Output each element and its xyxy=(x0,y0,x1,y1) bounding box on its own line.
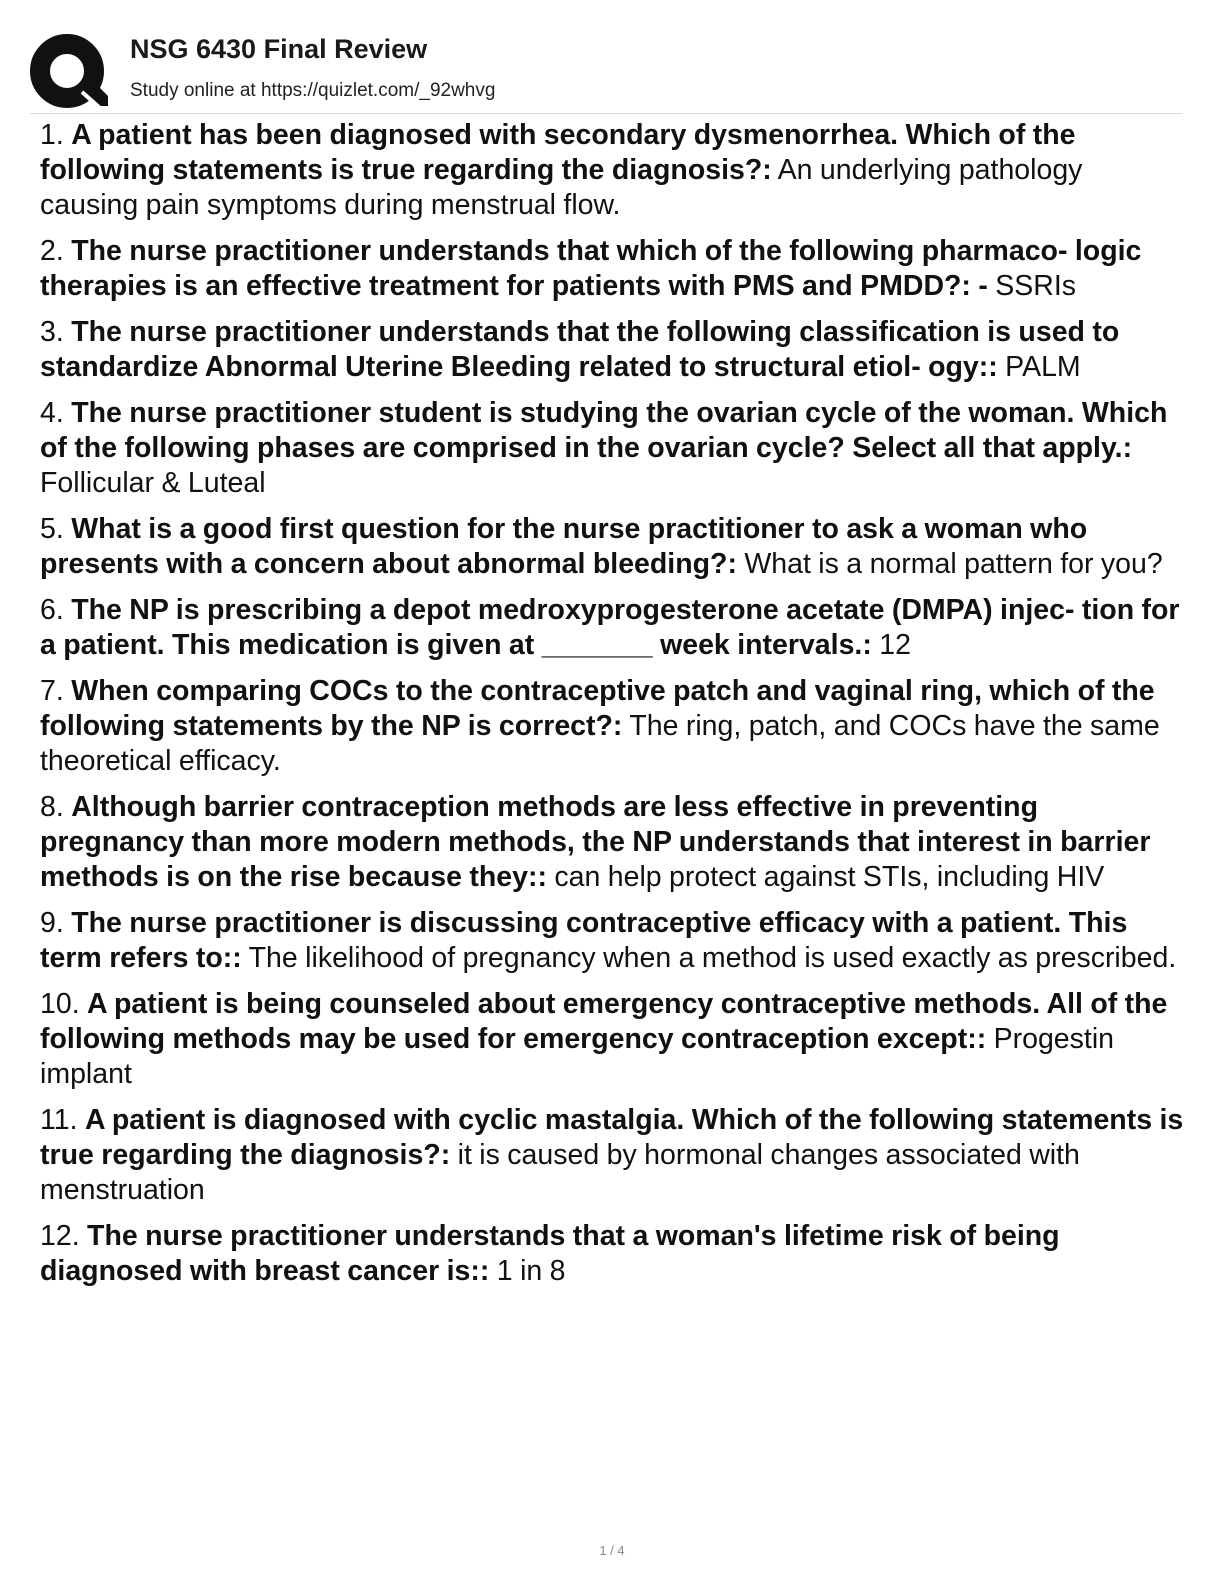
question-text: A patient is diagnosed with cyclic mastalgia. Which of the following statements is true regarding the diagnosis?: xyxy=(40,1104,1184,1171)
answer-text: 12 xyxy=(879,629,911,661)
item-number: 10. xyxy=(40,988,80,1020)
qa-item xyxy=(40,906,1184,976)
item-number: 9. xyxy=(40,907,64,939)
quizlet-q-logo-icon xyxy=(30,32,108,110)
answer-text: Progestin implant xyxy=(40,1023,1115,1090)
answer-text: PALM xyxy=(1005,351,1081,383)
page-number: 1 / 4 xyxy=(599,1543,625,1558)
question-text: A patient is being counseled about emergency contraceptive methods. All of the following methods may be used for emergency contraception except:: xyxy=(40,988,1168,1055)
item-number: 4. xyxy=(40,397,64,429)
question-text: When comparing COCs to the contraceptive patch and vaginal ring, which of the following statements by the NP is correct?: xyxy=(40,675,1155,742)
answer-text: Follicular & Luteal xyxy=(40,467,266,499)
answer-text: What is a normal pattern for you? xyxy=(744,548,1163,580)
qa-item xyxy=(40,1219,1184,1289)
question-text: The nurse practitioner is discussing contraceptive efficacy with a patient. This term refers to:: xyxy=(40,907,1128,974)
question-text: The nurse practitioner understands that which of the following pharmaco- logic therapies is an effective treatment for patients with PMS and PMDD?: - xyxy=(40,235,1142,302)
item-number: 12. xyxy=(40,1220,80,1252)
item-number: 6. xyxy=(40,594,64,626)
item-number: 11. xyxy=(40,1104,78,1136)
item-number: 2. xyxy=(40,235,64,267)
answer-text: can help protect against STIs, including HIV xyxy=(554,861,1105,893)
question-text: A patient has been diagnosed with secondary dysmenorrhea. Which of the following statements is true regarding the diagnosis?: xyxy=(40,119,1076,186)
document-title: NSG 6430 Final Review xyxy=(130,34,428,64)
qa-item xyxy=(40,674,1184,779)
document-header xyxy=(30,28,1182,114)
question-text: Although barrier contraception methods are less effective in preventing pregnancy than more modern methods, the NP understands that interest in barrier methods is on the rise because they:: xyxy=(40,791,1151,893)
item-number: 3. xyxy=(40,316,64,348)
question-text: The nurse practitioner understands that a woman's lifetime risk of being diagnosed with breast cancer is:: xyxy=(40,1220,1060,1287)
answer-text: 1 in 8 xyxy=(496,1255,566,1287)
qa-item xyxy=(40,396,1184,501)
qa-item xyxy=(40,118,1184,223)
qa-item xyxy=(40,512,1184,582)
item-number: 5. xyxy=(40,513,64,545)
answer-text: An underlying pathology causing pain symptoms during menstrual flow. xyxy=(40,154,1083,221)
question-text: The nurse practitioner understands that the following classification is used to standardize Abnormal Uterine Bleeding related to structural etiol- ogy:: xyxy=(40,316,1120,383)
item-number: 1. xyxy=(40,119,64,151)
qa-item xyxy=(40,790,1184,895)
question-text: What is a good first question for the nurse practitioner to ask a woman who presents with a concern about abnormal bleeding?: xyxy=(40,513,1088,580)
qa-item xyxy=(40,593,1184,663)
item-number: 8. xyxy=(40,791,64,823)
question-text: The NP is prescribing a depot medroxyprogesterone acetate (DMPA) injec- tion for a patient. This medication is given at _______ week intervals.: xyxy=(40,594,1180,661)
qa-item xyxy=(40,987,1184,1092)
qa-list xyxy=(40,118,1184,1300)
qa-item xyxy=(40,315,1184,385)
question-text: The nurse practitioner student is studying the ovarian cycle of the woman. Which of the following phases are comprised in the ovarian cycle? Select all that apply.: xyxy=(40,397,1168,464)
answer-text: The ring, patch, and COCs have the same theoretical efficacy. xyxy=(40,710,1160,777)
qa-item xyxy=(40,1103,1184,1208)
answer-text: it is caused by hormonal changes associated with menstruation xyxy=(40,1139,1080,1206)
answer-text: SSRIs xyxy=(995,270,1077,302)
document-subtitle: Study online at https://quizlet.com/_92whvg xyxy=(130,80,496,101)
item-number: 7. xyxy=(40,675,64,707)
answer-text: The likelihood of pregnancy when a method is used exactly as prescribed. xyxy=(248,942,1177,974)
qa-item xyxy=(40,234,1184,304)
